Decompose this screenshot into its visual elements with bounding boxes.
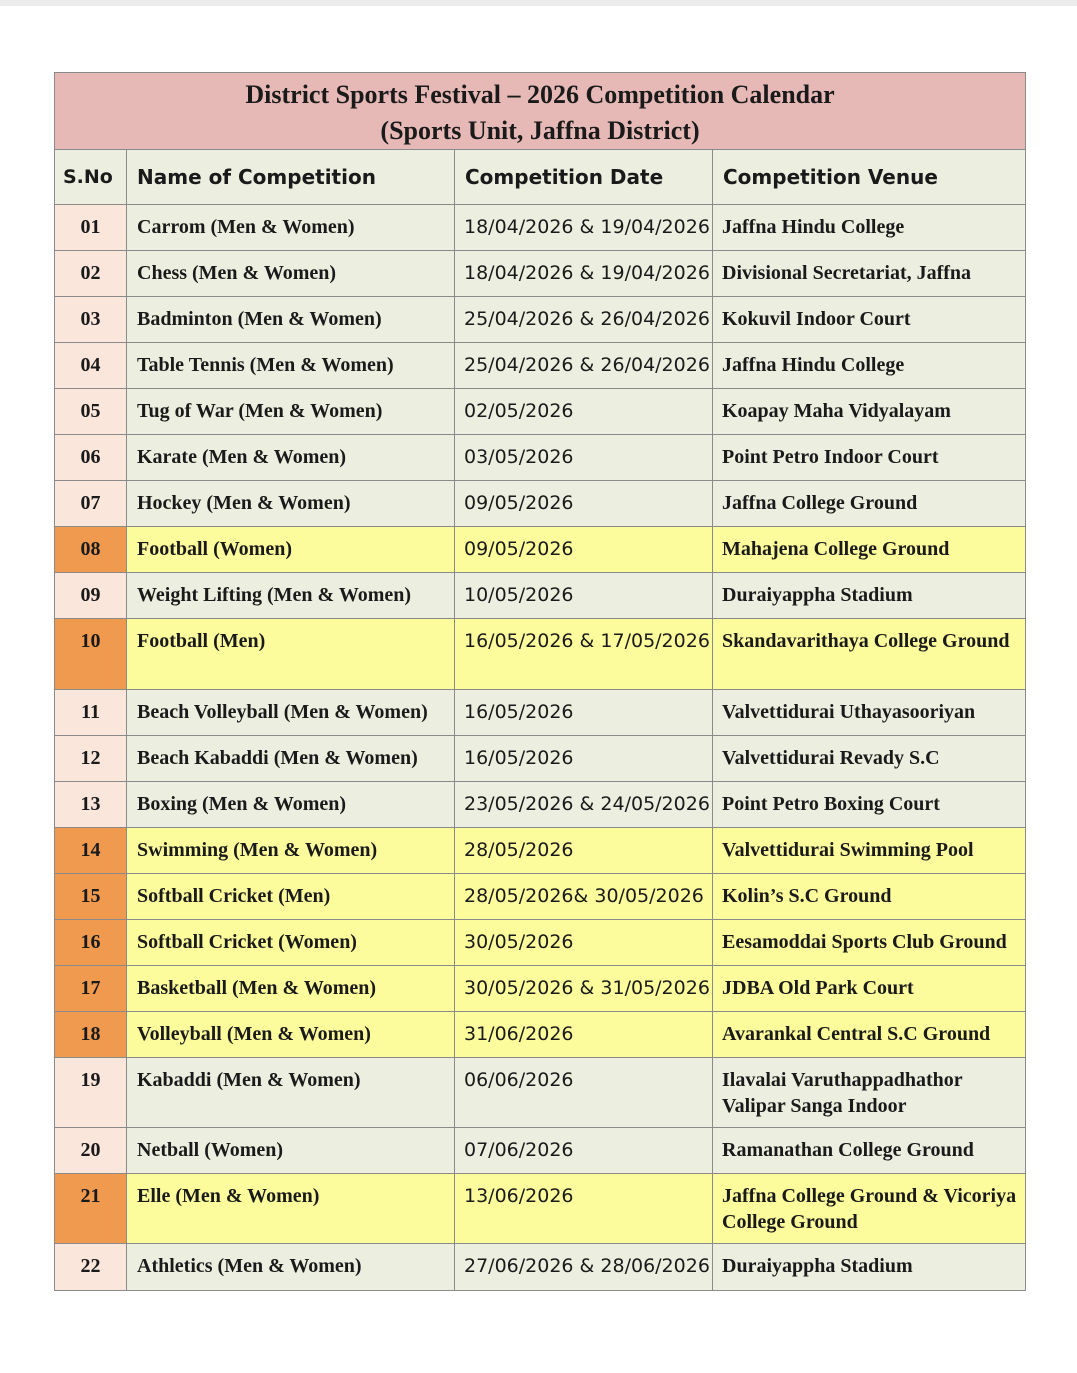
row-competition-name: Chess (Men & Women) bbox=[127, 251, 455, 297]
row-competition-name: Kabaddi (Men & Women) bbox=[127, 1058, 455, 1128]
row-competition-name: Football (Men) bbox=[127, 619, 455, 690]
row-sno: 09 bbox=[55, 573, 127, 619]
table-row bbox=[55, 573, 1026, 619]
row-competition-date: 06/06/2026 bbox=[455, 1058, 713, 1128]
row-sno: 02 bbox=[55, 251, 127, 297]
row-competition-venue: Valvettidurai Uthayasooriyan bbox=[713, 690, 1026, 736]
row-competition-name: Swimming (Men & Women) bbox=[127, 828, 455, 874]
table-row bbox=[55, 1058, 1026, 1128]
competition-calendar-table bbox=[54, 72, 1026, 1291]
header-row bbox=[55, 150, 1026, 205]
row-competition-venue: Point Petro Indoor Court bbox=[713, 435, 1026, 481]
table-row bbox=[55, 435, 1026, 481]
table-row bbox=[55, 527, 1026, 573]
row-sno: 22 bbox=[55, 1244, 127, 1291]
row-competition-venue: Kolin’s S.C Ground bbox=[713, 874, 1026, 920]
table-row bbox=[55, 205, 1026, 251]
table-row bbox=[55, 481, 1026, 527]
table-row bbox=[55, 736, 1026, 782]
table-row bbox=[55, 966, 1026, 1012]
row-competition-date: 09/05/2026 bbox=[455, 481, 713, 527]
row-sno: 11 bbox=[55, 690, 127, 736]
row-sno: 14 bbox=[55, 828, 127, 874]
row-competition-date: 03/05/2026 bbox=[455, 435, 713, 481]
row-sno: 19 bbox=[55, 1058, 127, 1128]
title-line-2: (Sports Unit, Jaffna District) bbox=[380, 116, 700, 145]
row-competition-venue: Duraiyappha Stadium bbox=[713, 573, 1026, 619]
row-competition-venue: Duraiyappha Stadium bbox=[713, 1244, 1026, 1291]
header-venue: Competition Venue bbox=[713, 150, 1026, 205]
row-competition-date: 18/04/2026 & 19/04/2026 bbox=[455, 251, 713, 297]
row-competition-name: Hockey (Men & Women) bbox=[127, 481, 455, 527]
table-row bbox=[55, 690, 1026, 736]
row-competition-name: Softball Cricket (Men) bbox=[127, 874, 455, 920]
row-sno: 10 bbox=[55, 619, 127, 690]
top-strip bbox=[0, 0, 1077, 6]
row-competition-date: 16/05/2026 bbox=[455, 690, 713, 736]
row-competition-venue: Divisional Secretariat, Jaffna bbox=[713, 251, 1026, 297]
row-competition-venue: Jaffna Hindu College bbox=[713, 205, 1026, 251]
row-competition-name: Carrom (Men & Women) bbox=[127, 205, 455, 251]
row-competition-name: Football (Women) bbox=[127, 527, 455, 573]
row-competition-venue: Ilavalai Varuthappadhathor Valipar Sanga Indoor bbox=[713, 1058, 1026, 1128]
table-row bbox=[55, 251, 1026, 297]
row-competition-date: 28/05/2026 bbox=[455, 828, 713, 874]
row-competition-name: Tug of War (Men & Women) bbox=[127, 389, 455, 435]
row-sno: 05 bbox=[55, 389, 127, 435]
row-sno: 18 bbox=[55, 1012, 127, 1058]
row-competition-name: Volleyball (Men & Women) bbox=[127, 1012, 455, 1058]
row-competition-name: Table Tennis (Men & Women) bbox=[127, 343, 455, 389]
row-competition-venue: Jaffna Hindu College bbox=[713, 343, 1026, 389]
table-row bbox=[55, 920, 1026, 966]
row-competition-name: Basketball (Men & Women) bbox=[127, 966, 455, 1012]
title-row bbox=[55, 73, 1026, 150]
row-competition-venue: Skandavarithaya College Ground bbox=[713, 619, 1026, 690]
row-competition-date: 31/06/2026 bbox=[455, 1012, 713, 1058]
row-competition-name: Karate (Men & Women) bbox=[127, 435, 455, 481]
row-competition-date: 09/05/2026 bbox=[455, 527, 713, 573]
row-sno: 20 bbox=[55, 1128, 127, 1174]
header-name: Name of Competition bbox=[127, 150, 455, 205]
table-row bbox=[55, 874, 1026, 920]
row-competition-name: Beach Kabaddi (Men & Women) bbox=[127, 736, 455, 782]
table-row bbox=[55, 343, 1026, 389]
row-competition-date: 23/05/2026 & 24/05/2026 bbox=[455, 782, 713, 828]
row-competition-date: 07/06/2026 bbox=[455, 1128, 713, 1174]
row-sno: 16 bbox=[55, 920, 127, 966]
row-competition-venue: Valvettidurai Revady S.C bbox=[713, 736, 1026, 782]
row-sno: 07 bbox=[55, 481, 127, 527]
row-competition-date: 25/04/2026 & 26/04/2026 bbox=[455, 343, 713, 389]
row-sno: 15 bbox=[55, 874, 127, 920]
row-competition-date: 10/05/2026 bbox=[455, 573, 713, 619]
table-row bbox=[55, 782, 1026, 828]
row-competition-date: 18/04/2026 & 19/04/2026 bbox=[455, 205, 713, 251]
row-competition-name: Weight Lifting (Men & Women) bbox=[127, 573, 455, 619]
row-competition-name: Netball (Women) bbox=[127, 1128, 455, 1174]
row-competition-date: 27/06/2026 & 28/06/2026 bbox=[455, 1244, 713, 1291]
row-sno: 01 bbox=[55, 205, 127, 251]
title-line-1: District Sports Festival – 2026 Competition Calendar bbox=[245, 80, 835, 109]
row-competition-date: 30/05/2026 bbox=[455, 920, 713, 966]
header-date: Competition Date bbox=[455, 150, 713, 205]
row-competition-venue: JDBA Old Park Court bbox=[713, 966, 1026, 1012]
table-body bbox=[55, 205, 1026, 1291]
row-sno: 03 bbox=[55, 297, 127, 343]
row-competition-venue: Mahajena College Ground bbox=[713, 527, 1026, 573]
row-competition-date: 02/05/2026 bbox=[455, 389, 713, 435]
row-sno: 12 bbox=[55, 736, 127, 782]
row-sno: 04 bbox=[55, 343, 127, 389]
row-competition-name: Boxing (Men & Women) bbox=[127, 782, 455, 828]
row-sno: 21 bbox=[55, 1174, 127, 1244]
row-sno: 08 bbox=[55, 527, 127, 573]
table-row bbox=[55, 1174, 1026, 1244]
row-competition-name: Badminton (Men & Women) bbox=[127, 297, 455, 343]
table-row bbox=[55, 1244, 1026, 1291]
header-sno: S.No bbox=[55, 150, 127, 205]
table-row bbox=[55, 1012, 1026, 1058]
row-competition-venue: Ramanathan College Ground bbox=[713, 1128, 1026, 1174]
row-competition-date: 28/05/2026& 30/05/2026 bbox=[455, 874, 713, 920]
row-competition-date: 30/05/2026 & 31/05/2026 bbox=[455, 966, 713, 1012]
row-competition-venue: Jaffna College Ground bbox=[713, 481, 1026, 527]
table-row bbox=[55, 389, 1026, 435]
row-competition-name: Softball Cricket (Women) bbox=[127, 920, 455, 966]
row-competition-name: Elle (Men & Women) bbox=[127, 1174, 455, 1244]
row-competition-venue: Eesamoddai Sports Club Ground bbox=[713, 920, 1026, 966]
table-row bbox=[55, 1128, 1026, 1174]
row-sno: 17 bbox=[55, 966, 127, 1012]
row-competition-venue: Avarankal Central S.C Ground bbox=[713, 1012, 1026, 1058]
row-sno: 13 bbox=[55, 782, 127, 828]
row-sno: 06 bbox=[55, 435, 127, 481]
row-competition-name: Beach Volleyball (Men & Women) bbox=[127, 690, 455, 736]
table-row bbox=[55, 619, 1026, 690]
row-competition-venue: Point Petro Boxing Court bbox=[713, 782, 1026, 828]
row-competition-date: 13/06/2026 bbox=[455, 1174, 713, 1244]
row-competition-venue: Jaffna College Ground & Vicoriya College Ground bbox=[713, 1174, 1026, 1244]
row-competition-date: 16/05/2026 & 17/05/2026 bbox=[455, 619, 713, 690]
row-competition-venue: Kokuvil Indoor Court bbox=[713, 297, 1026, 343]
row-competition-venue: Valvettidurai Swimming Pool bbox=[713, 828, 1026, 874]
row-competition-venue: Koapay Maha Vidyalayam bbox=[713, 389, 1026, 435]
table-row bbox=[55, 297, 1026, 343]
table-title bbox=[55, 73, 1026, 150]
row-competition-date: 25/04/2026 & 26/04/2026 bbox=[455, 297, 713, 343]
table-row bbox=[55, 828, 1026, 874]
row-competition-date: 16/05/2026 bbox=[455, 736, 713, 782]
row-competition-name: Athletics (Men & Women) bbox=[127, 1244, 455, 1291]
